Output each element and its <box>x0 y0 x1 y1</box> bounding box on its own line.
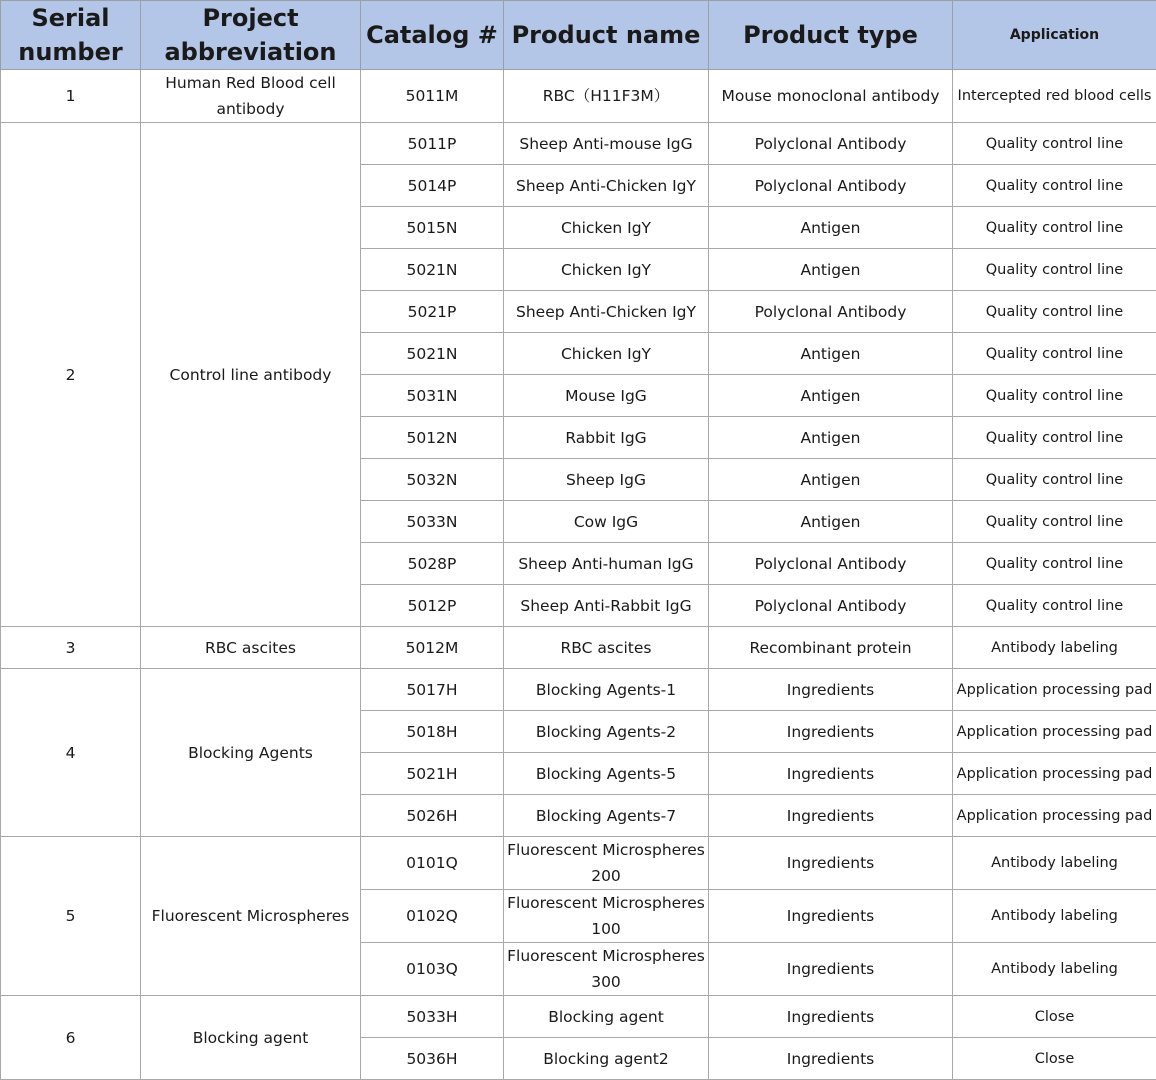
application-cell: Quality control line <box>953 543 1156 585</box>
project-cell: RBC ascites <box>141 627 361 669</box>
catalog-cell: 5012N <box>361 417 504 459</box>
application-cell: Quality control line <box>953 501 1156 543</box>
catalog-cell: 5018H <box>361 711 504 753</box>
catalog-cell: 5021N <box>361 249 504 291</box>
header-application: Application <box>953 1 1156 70</box>
project-cell: Blocking Agents <box>141 669 361 837</box>
catalog-cell: 5021P <box>361 291 504 333</box>
application-cell: Application processing pad <box>953 753 1156 795</box>
application-cell: Quality control line <box>953 375 1156 417</box>
serial-cell: 6 <box>1 996 141 1080</box>
project-cell: Blocking agent <box>141 996 361 1080</box>
product-type-cell: Recombinant protein <box>709 627 953 669</box>
header-product-type: Product type <box>709 1 953 70</box>
project-cell: Human Red Blood cell antibody <box>141 70 361 123</box>
project-cell: Control line antibody <box>141 123 361 627</box>
application-cell: Antibody labeling <box>953 943 1156 996</box>
application-cell: Application processing pad <box>953 795 1156 837</box>
catalog-cell: 5015N <box>361 207 504 249</box>
product-name-cell: Fluorescent Microspheres 100 <box>504 890 709 943</box>
serial-cell: 3 <box>1 627 141 669</box>
catalog-cell: 5012M <box>361 627 504 669</box>
application-cell: Antibody labeling <box>953 890 1156 943</box>
product-type-cell: Antigen <box>709 459 953 501</box>
product-name-cell: Sheep Anti-human IgG <box>504 543 709 585</box>
serial-cell: 1 <box>1 70 141 123</box>
product-type-cell: Antigen <box>709 249 953 291</box>
product-name-cell: Blocking Agents-1 <box>504 669 709 711</box>
product-name-cell: Sheep Anti-Chicken IgY <box>504 165 709 207</box>
product-name-cell: Sheep Anti-Rabbit IgG <box>504 585 709 627</box>
application-cell: Quality control line <box>953 291 1156 333</box>
product-name-cell: Sheep Anti-Chicken IgY <box>504 291 709 333</box>
header-project-abbreviation: Project abbreviation <box>141 1 361 70</box>
serial-cell: 5 <box>1 837 141 996</box>
table-row <box>1 996 1156 1038</box>
table-header-row <box>1 1 1156 70</box>
application-cell: Quality control line <box>953 165 1156 207</box>
product-name-cell: Fluorescent Microspheres 200 <box>504 837 709 890</box>
product-name-cell: Blocking Agents-7 <box>504 795 709 837</box>
application-cell: Quality control line <box>953 333 1156 375</box>
product-name-cell: Chicken IgY <box>504 207 709 249</box>
application-cell: Quality control line <box>953 459 1156 501</box>
catalog-cell: 5011P <box>361 123 504 165</box>
product-name-cell: Cow IgG <box>504 501 709 543</box>
product-type-cell: Ingredients <box>709 669 953 711</box>
table-row <box>1 70 1156 123</box>
catalog-cell: 5021N <box>361 333 504 375</box>
product-name-cell: RBC ascites <box>504 627 709 669</box>
product-type-cell: Ingredients <box>709 996 953 1038</box>
application-cell: Quality control line <box>953 207 1156 249</box>
product-name-cell: Blocking agent <box>504 996 709 1038</box>
product-type-cell: Polyclonal Antibody <box>709 291 953 333</box>
product-type-cell: Ingredients <box>709 795 953 837</box>
catalog-cell: 5021H <box>361 753 504 795</box>
product-type-cell: Ingredients <box>709 837 953 890</box>
application-cell: Intercepted red blood cells <box>953 70 1156 123</box>
header-serial-number: Serial number <box>1 1 141 70</box>
product-name-cell: Chicken IgY <box>504 249 709 291</box>
catalog-cell: 5026H <box>361 795 504 837</box>
catalog-cell: 5014P <box>361 165 504 207</box>
catalog-cell: 5011M <box>361 70 504 123</box>
product-name-cell: Blocking Agents-2 <box>504 711 709 753</box>
product-type-cell: Ingredients <box>709 890 953 943</box>
application-cell: Quality control line <box>953 417 1156 459</box>
product-type-cell: Antigen <box>709 333 953 375</box>
product-type-cell: Polyclonal Antibody <box>709 543 953 585</box>
product-name-cell: Mouse IgG <box>504 375 709 417</box>
catalog-cell: 0101Q <box>361 837 504 890</box>
product-name-cell: Sheep Anti-mouse IgG <box>504 123 709 165</box>
product-name-cell: Blocking agent2 <box>504 1038 709 1080</box>
product-name-cell: RBC（H11F3M） <box>504 70 709 123</box>
product-type-cell: Polyclonal Antibody <box>709 123 953 165</box>
application-cell: Close <box>953 1038 1156 1080</box>
catalog-cell: 5036H <box>361 1038 504 1080</box>
product-name-cell: Fluorescent Microspheres 300 <box>504 943 709 996</box>
product-type-cell: Ingredients <box>709 943 953 996</box>
catalog-cell: 5033N <box>361 501 504 543</box>
product-name-cell: Blocking Agents-5 <box>504 753 709 795</box>
catalog-cell: 0103Q <box>361 943 504 996</box>
catalog-cell: 5028P <box>361 543 504 585</box>
application-cell: Quality control line <box>953 585 1156 627</box>
product-type-cell: Antigen <box>709 375 953 417</box>
catalog-cell: 5017H <box>361 669 504 711</box>
product-type-cell: Polyclonal Antibody <box>709 585 953 627</box>
catalog-cell: 5032N <box>361 459 504 501</box>
catalog-cell: 5033H <box>361 996 504 1038</box>
project-cell: Fluorescent Microspheres <box>141 837 361 996</box>
product-type-cell: Polyclonal Antibody <box>709 165 953 207</box>
header-catalog-number: Catalog # <box>361 1 504 70</box>
table-row <box>1 627 1156 669</box>
application-cell: Antibody labeling <box>953 837 1156 890</box>
product-type-cell: Ingredients <box>709 753 953 795</box>
application-cell: Quality control line <box>953 249 1156 291</box>
table-row <box>1 669 1156 711</box>
catalog-cell: 5012P <box>361 585 504 627</box>
product-name-cell: Sheep IgG <box>504 459 709 501</box>
product-type-cell: Mouse monoclonal antibody <box>709 70 953 123</box>
application-cell: Application processing pad <box>953 669 1156 711</box>
header-product-name: Product name <box>504 1 709 70</box>
application-cell: Quality control line <box>953 123 1156 165</box>
application-cell: Antibody labeling <box>953 627 1156 669</box>
product-type-cell: Antigen <box>709 207 953 249</box>
product-name-cell: Chicken IgY <box>504 333 709 375</box>
table-row <box>1 123 1156 165</box>
serial-cell: 4 <box>1 669 141 837</box>
application-cell: Close <box>953 996 1156 1038</box>
product-type-cell: Antigen <box>709 501 953 543</box>
product-type-cell: Antigen <box>709 417 953 459</box>
serial-cell: 2 <box>1 123 141 627</box>
product-name-cell: Rabbit IgG <box>504 417 709 459</box>
product-type-cell: Ingredients <box>709 711 953 753</box>
table-row <box>1 837 1156 890</box>
product-type-cell: Ingredients <box>709 1038 953 1080</box>
catalog-cell: 5031N <box>361 375 504 417</box>
catalog-cell: 0102Q <box>361 890 504 943</box>
application-cell: Application processing pad <box>953 711 1156 753</box>
